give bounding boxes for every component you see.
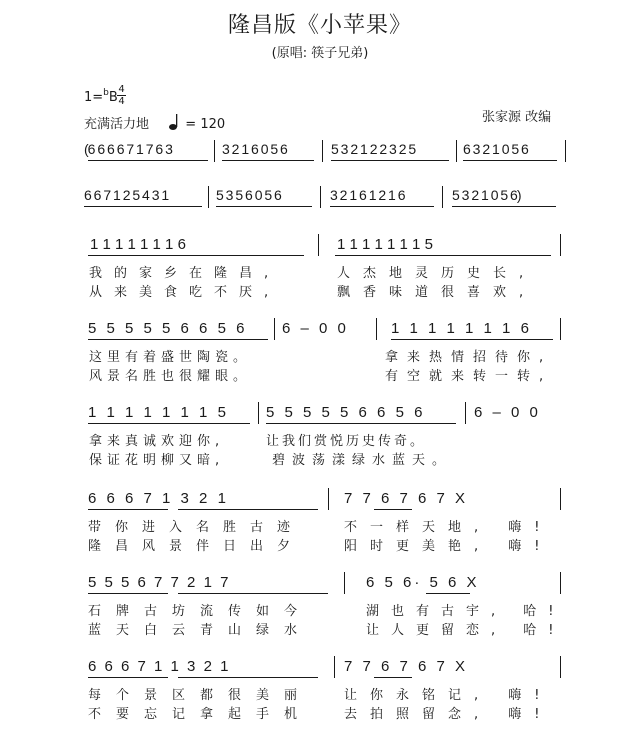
tempo-marking [84,113,225,132]
key-signature [84,90,118,105]
measure-notes: 1 1 1 1 1 1 1 5 [337,236,433,253]
lyrics-line: 让你永铭记, 嗨! [344,688,553,703]
measure-notes: 5 5 5 5 5 6 6 5 6 [266,404,426,421]
lyrics-line: 这里有着盛世陶瓷。 [89,350,252,365]
measure-notes: 6 6 6 7 1 1 3 2 1 [88,658,231,675]
lyrics-line: 人杰地灵历史长, [337,266,537,281]
tempo-text: 充满活力地 [84,117,150,132]
lyrics-line: 带你进入名胜古迹 [88,520,305,535]
measure-notes: 7 7 6 7 6 7 X [344,490,469,507]
key-prefix: 1= [84,90,104,105]
measure-notes: 1 1 1 1 1 1 1 6 [90,236,186,253]
measure-notes: 7 7 6 7 6 7 X [344,658,469,675]
lyrics-line: 湖也有古宇, 哈! [366,604,566,619]
lyrics-line: 拿来热情招待你, [385,350,553,365]
measure-notes: 5 3 2 1 0 5 6) [452,187,521,203]
flat-sign: b [103,88,109,98]
lyrics-line: 从来美食吃不厌, [89,285,281,300]
lyrics-line: 隆昌风景伴日出夕 [88,539,305,554]
lyrics-line: 不要忘记拿起手机 [88,707,313,722]
lyrics-line: 飘香味道很喜欢, [337,285,537,300]
lyrics-line: 保证花明柳又暗, [89,453,225,468]
lyrics-line: 有空就来转一转, [385,369,553,384]
measure-notes: 5 5 5 5 5 6 6 5 6 [88,320,248,337]
meter-top: 4 [118,84,125,95]
lyrics-line: 拿来真诚欢迎你, [89,434,225,449]
measure-notes: 5 3 2 1 2 2 3 2 5 [331,141,416,157]
arranger-credit: 张家源 改编 [482,110,552,125]
measure-notes: 6 5 6· 5 6 X [366,574,480,591]
lyrics-line: 风景名胜也很耀眼。 [89,369,252,384]
lyrics-line: 蓝天白云青山绿水 [88,623,313,638]
measure-notes: 6 6 6 7 1 3 2 1 [88,490,229,507]
measure-notes: 3 2 1 6 1 2 1 6 [330,187,405,203]
measure-notes: 3 2 1 6 0 5 6 [222,141,287,157]
quarter-note-icon [169,114,181,128]
measure-notes: 1 1 1 1 1 1 1 5 [88,404,229,421]
measure-notes: 5 5 5 6 7 7 2 1 7 [88,574,231,591]
measure-notes: 1 1 1 1 1 1 1 6 [391,320,532,337]
key-note: B [108,90,118,105]
lyrics-line: 石牌古坊流传如今 [88,604,313,619]
song-title: 隆昌版《小苹果》 [227,13,412,38]
time-signature [117,84,126,107]
measure-notes: (6 6 6 6 7 1 7 6 3 [84,141,172,157]
tempo-value: = 120 [185,117,226,132]
measure-notes: 5 3 5 6 0 5 6 [216,187,281,203]
measure-notes: 6 3 2 1 0 5 6 [463,141,528,157]
lyrics-line: 不一样天地, 嗨! [344,520,553,535]
lyrics-line: 让人更留恋, 哈! [366,623,566,638]
measure-notes: 6 6 7 1 2 5 4 3 1 [84,187,169,203]
lyrics-line: 去拍照留念, 嗨! [344,707,553,722]
lyrics-line: 每个景区都很美丽 [88,688,313,703]
lyrics-line: 让我们赏悦历史传奇。 [266,434,427,449]
measure-notes: 6 – 0 0 [474,404,541,421]
measure-notes: 6 – 0 0 [282,320,349,337]
lyrics-line: 阳时更美艳, 嗨! [344,539,553,554]
lyrics-line: 碧波荡漾绿水蓝天。 [272,453,453,468]
song-subtitle: (原唱: 筷子兄弟) [271,46,369,61]
meter-bottom: 4 [118,96,125,107]
lyrics-line: 我的家乡在隆昌, [89,266,281,281]
